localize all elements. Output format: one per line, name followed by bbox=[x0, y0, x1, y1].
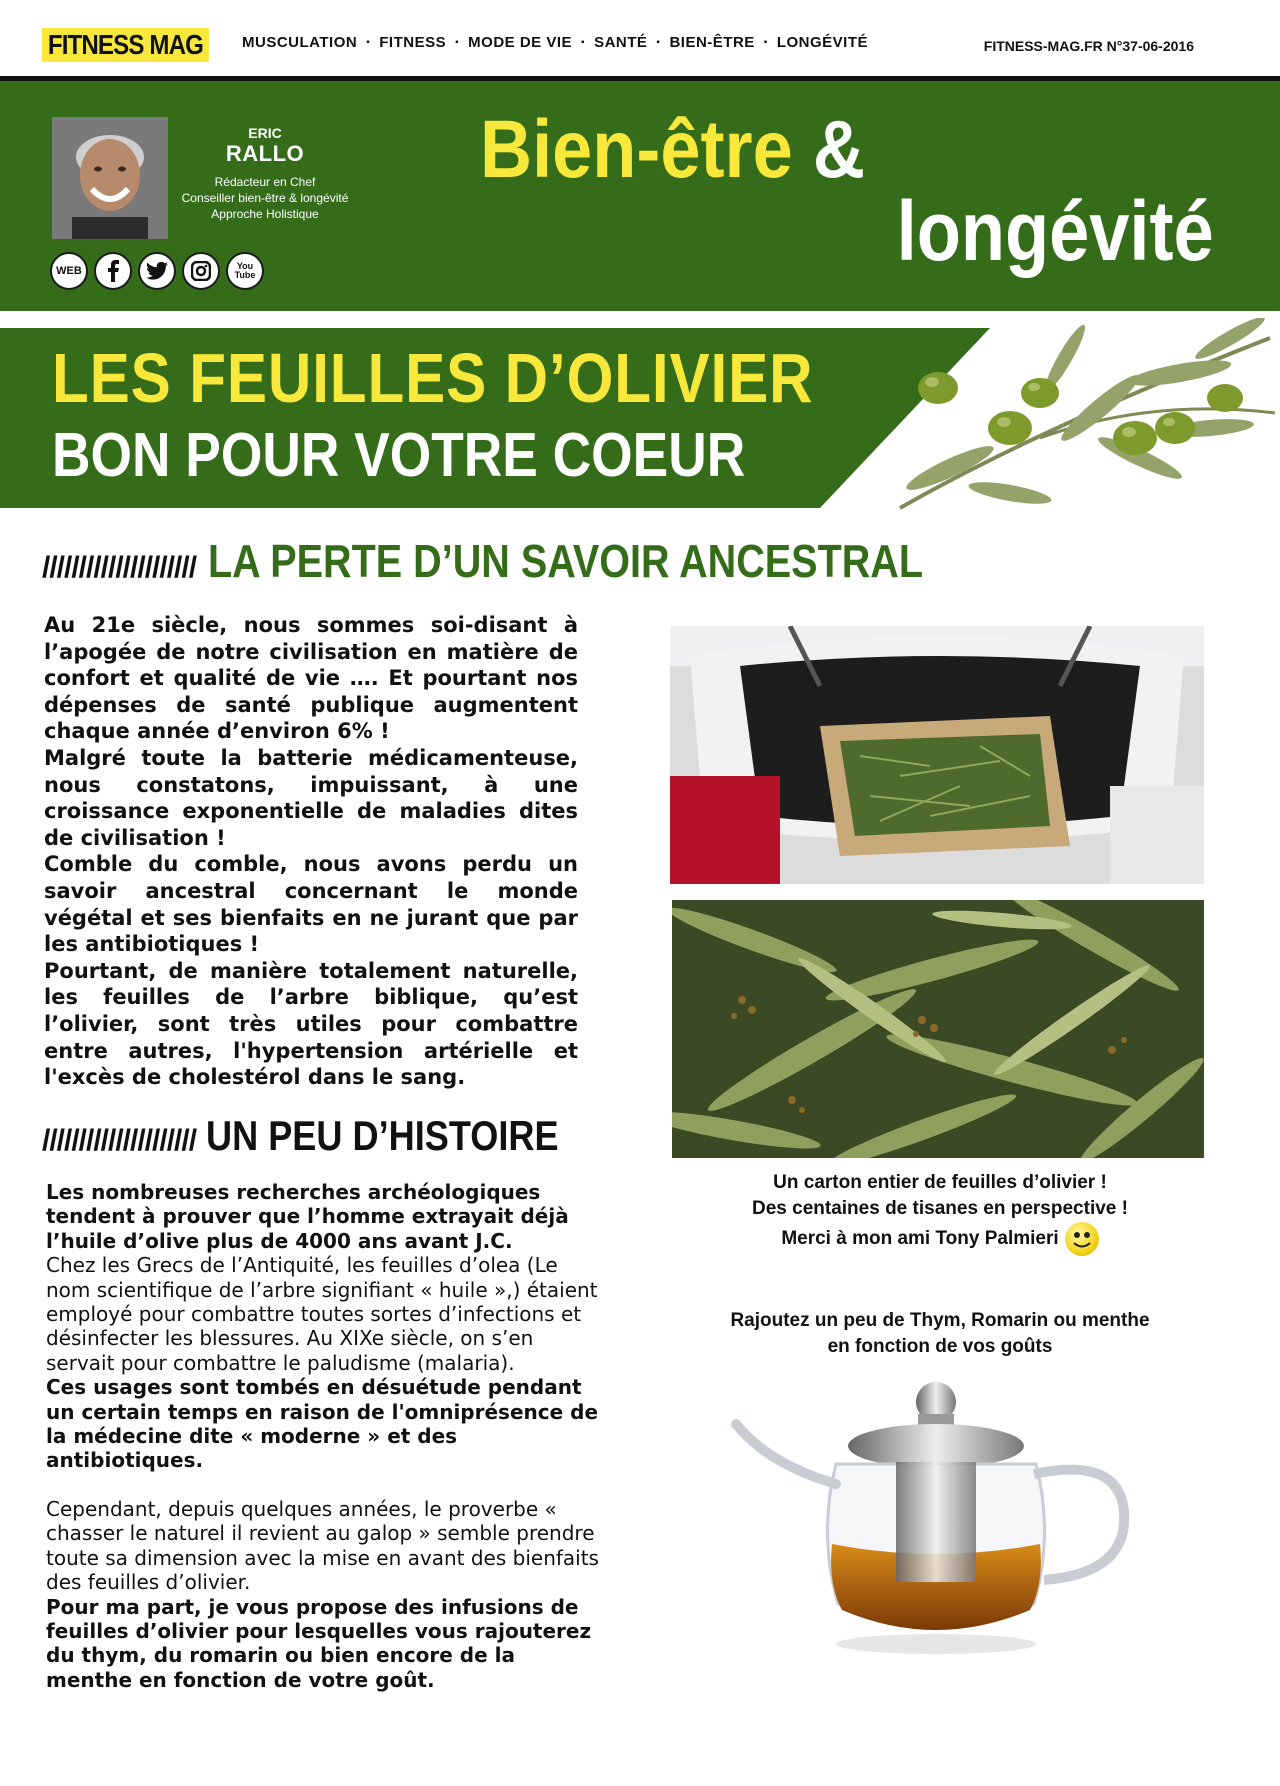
article-title: LES FEUILLES D’OLIVIER bbox=[52, 339, 814, 417]
rubrique-title-line1 bbox=[480, 103, 865, 197]
nav-item-sante[interactable]: SANTÉ bbox=[594, 34, 648, 51]
nav-item-fitness[interactable]: FITNESS bbox=[379, 34, 447, 51]
nav-item-longevite[interactable]: LONGÉVITÉ bbox=[776, 34, 869, 51]
youtube-label-bottom: Tube bbox=[234, 270, 256, 280]
nav-item-mode-de-vie[interactable]: MODE DE VIE bbox=[468, 34, 573, 51]
author-photo bbox=[52, 117, 168, 239]
social-links bbox=[50, 252, 264, 290]
leaves-caption bbox=[680, 1170, 1200, 1256]
olive-leaves-photo bbox=[672, 900, 1204, 1158]
fitness-mag-logo[interactable]: FITNESS MAG bbox=[42, 28, 209, 62]
caption-line-3-wrapper bbox=[680, 1222, 1200, 1256]
nav-separator: ▪ bbox=[763, 37, 768, 48]
rubrique-title-bien-etre: Bien-être bbox=[480, 104, 793, 195]
section-histoire-text bbox=[46, 1180, 606, 1692]
nav-item-bien-etre[interactable]: BIEN-ÊTRE bbox=[669, 34, 755, 51]
nav-separator: ▪ bbox=[366, 37, 371, 48]
teapot-caption-line-1: Rajoutez un peu de Thym, Romarin ou menthe bbox=[730, 1310, 1150, 1331]
paragraph: Les nombreuses recherches archéologiques tendent à prouver que l’homme extrayait déjà l’huile d’olive plus de 4000 ans avant J.C. bbox=[46, 1180, 569, 1253]
section-title-savoir: LA PERTE D’UN SAVOIR ANCESTRAL bbox=[208, 535, 924, 587]
heading-slashes: ///////////////////// bbox=[42, 551, 197, 584]
teapot-caption-line-2: en fonction de vos goûts bbox=[827, 1336, 1053, 1357]
paragraph: Pourtant, de manière totalement naturelle, les feuilles de l’arbre biblique, qu’est l’olivier, sont très utiles pour combattre entre autres, l'hypertension artérielle et l'excès de cholestérol dans le sang. bbox=[44, 958, 578, 1090]
masthead bbox=[0, 0, 1280, 78]
author-role-1: Rédacteur en Chef bbox=[214, 175, 316, 189]
author-role-3: Approche Holistique bbox=[211, 207, 319, 221]
paragraph: Malgré toute la batterie médicamenteuse, nous constatons, impuissant, à une croissance exponentielle de maladies dites de civilisation ! bbox=[44, 745, 578, 850]
smiley-icon bbox=[1065, 1222, 1099, 1256]
youtube-icon[interactable] bbox=[226, 252, 264, 290]
nav-separator: ▪ bbox=[656, 37, 661, 48]
paragraph: Pour ma part, je vous propose des infusions de feuilles d’olivier pour lesquelles vous rajouterez du thym, du romarin ou bien encore de la menthe en fonction de votre goût. bbox=[46, 1594, 592, 1692]
caption-line-3: Merci à mon ami Tony Palmieri bbox=[781, 1228, 1059, 1250]
nav-separator: ▪ bbox=[455, 37, 460, 48]
author-role-2: Conseiller bien-être & longévité bbox=[181, 191, 349, 205]
section-savoir-text bbox=[44, 612, 578, 1091]
issue-number: FITNESS-MAG.FR N°37-06-2016 bbox=[983, 38, 1194, 54]
web-icon[interactable]: WEB bbox=[50, 252, 88, 290]
main-nav bbox=[242, 34, 868, 52]
teapot-caption bbox=[670, 1308, 1210, 1360]
caption-line-2: Des centaines de tisanes en perspective ! bbox=[752, 1198, 1128, 1219]
glass-teapot-image bbox=[728, 1374, 1144, 1664]
caption-line-1: Un carton entier de feuilles d’olivier ! bbox=[773, 1172, 1107, 1193]
youtube-label-top: You bbox=[236, 261, 254, 271]
rubrique-title-longevite: longévité bbox=[896, 184, 1214, 278]
rubrique-title-ampersand: & bbox=[812, 104, 865, 195]
car-trunk-photo bbox=[670, 626, 1204, 884]
author-last-name: RALLO bbox=[225, 141, 305, 166]
nav-item-musculation[interactable]: MUSCULATION bbox=[242, 34, 358, 51]
section-title-histoire: UN PEU D’HISTOIRE bbox=[206, 1112, 559, 1159]
section-heading-histoire bbox=[42, 1112, 616, 1160]
article-subtitle: BON POUR VOTRE COEUR bbox=[52, 421, 746, 490]
paragraph: Chez les Grecs de l’Antiquité, les feuilles d’olea (Le nom scientifique de l’arbre signifiant « huile »,) étaient employé pour combattre toutes sortes d’infections et désinfecter les blessures. Au XIXe siècle, on s’en servait pour combattre le paludisme (malaria). bbox=[46, 1253, 598, 1375]
section-heading-savoir bbox=[42, 534, 1039, 588]
paragraph: Au 21e siècle, nous sommes soi-disant à l’apogée de notre civilisation en matière de confort et qualité de vie …. Et pourtant nos dépenses de santé publique augmentent chaque année d’environ 6% ! bbox=[44, 613, 578, 744]
paragraph: Cependant, depuis quelques années, le proverbe « chasser le naturel il revient au galop » semble prendre toute sa dimension avec la mise en avant des bienfaits des feuilles d’olivier. bbox=[46, 1496, 599, 1595]
olive-branch-image bbox=[890, 318, 1280, 528]
paragraph: Ces usages sont tombés en désuétude pendant un certain temps en raison de l'omniprésence de la médecine dite « moderne » et des antibiotiques. bbox=[46, 1375, 599, 1473]
rubrique-header bbox=[0, 81, 1280, 311]
twitter-icon[interactable] bbox=[138, 252, 176, 290]
heading-slashes: ///////////////////// bbox=[42, 1124, 197, 1157]
facebook-icon[interactable] bbox=[94, 252, 132, 290]
paragraph: Comble du comble, nous avons perdu un savoir ancestral concernant le monde végétal et ses bienfaits en ne jurant que par les antibiotiques ! bbox=[44, 852, 578, 957]
instagram-icon[interactable] bbox=[182, 252, 220, 290]
author-first-name: ERIC bbox=[248, 125, 282, 141]
author-portrait-icon bbox=[52, 117, 168, 239]
nav-separator: ▪ bbox=[581, 37, 586, 48]
